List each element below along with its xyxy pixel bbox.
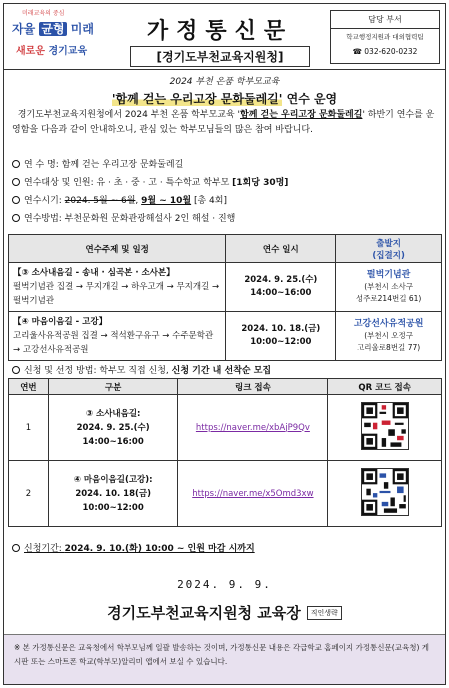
course-time: 10:00~12:00 [250, 337, 312, 347]
session-name: ④ 마음이음길(고강): [73, 474, 153, 485]
office-name: [경기도부천교육지원청] [130, 46, 310, 67]
logo-word-1: 자율 [12, 22, 36, 36]
qr-code-icon[interactable] [361, 402, 409, 450]
table-row [9, 395, 442, 461]
table-row: 【③ 소사내음길 - 송내 · 심곡본 · 소사본】 펄벅기념관 집결 → 무지개길 → 하우고개 → 무지개길 → 펄벅기념관 2024. 9. 25.(수) 14:00~16:00 펄벅기념관 (부천시 소사구 성주로214번길 61) [9, 263, 442, 312]
course-title: 【④ 마음이음길 - 고강】 [13, 317, 108, 327]
signup-link[interactable]: https://naver.me/x5Omd3xw [192, 488, 314, 499]
logo-word-2: 균형 [41, 22, 65, 36]
header [4, 4, 445, 70]
course-date: 2024. 9. 25.(수) [244, 275, 318, 285]
link-table [8, 378, 442, 527]
circle-bullet-icon [12, 160, 20, 168]
circle-bullet-icon [12, 214, 20, 222]
course-date: 2024. 10. 18.(금) [241, 324, 321, 334]
headline-quote: '함께 걷는 우리고장 문화둘레길' [111, 92, 283, 106]
course-title: 【③ 소사내음길 - 송내 · 심곡본 · 소사본】 [13, 268, 175, 278]
gyeonggi-education-logo [8, 8, 100, 66]
issue-date: 2024. 9. 9. [177, 578, 272, 591]
dept-label: 담당 부서 [331, 11, 439, 29]
col-header-qr: QR 코드 접속 [328, 379, 442, 395]
signature: 경기도부천교육지원청 교육장 [107, 604, 301, 622]
qr-code-icon[interactable] [361, 468, 409, 516]
row-number: 2 [9, 461, 49, 527]
table-row: 【④ 마음이음길 - 고강】 고리울사유적공원 집결 → 적석환구유구 → 수주문학관 → 고강선사유적공원 2024. 10. 18.(금) 10:00~12:00 고강선사유적공원 (부천시 오정구 고리울로8번길 77) [9, 312, 442, 361]
logo-sub-2: 경기교육 [48, 46, 88, 57]
circle-bullet-icon [12, 196, 20, 204]
signup-link[interactable]: https://naver.me/xbAjP9Qv [195, 422, 310, 433]
info-bullets [12, 156, 440, 228]
course-table [8, 234, 442, 361]
circle-bullet-icon [12, 366, 20, 374]
page-title: 가정통신문 [146, 19, 294, 44]
title-box [130, 8, 310, 66]
session-date: 2024. 10. 18(금) [75, 488, 151, 499]
bullet-target: 연수대상 및 인원: 유 · 초 · 중 · 고 · 특수학교 학부모 [1회당 30명] [12, 174, 440, 192]
dept-phone: ☎ 032-620-0232 [352, 47, 418, 56]
col-header-datetime: 연수 일시 [226, 235, 336, 263]
circle-bullet-icon [12, 178, 20, 186]
signature-line [4, 602, 445, 623]
bullet-course-name: 연 수 명: 함께 걷는 우리고장 문화둘레길 [12, 156, 440, 174]
seal-omitted-stamp: 직인생략 [307, 606, 342, 620]
course-route: 고리울사유적공원 집결 → 적석환구유구 → 수주문학관 → 고강선사유적공원 [13, 331, 214, 355]
apply-method: 신청 및 선정 방법: 학부모 직접 신청, 신청 기간 내 선착순 모집 [12, 363, 440, 376]
bullet-method: 연수방법: 부천문화원 문화관광해설사 2인 해설 · 진행 [12, 210, 440, 228]
meeting-place: 고강선사유적공원 [353, 319, 424, 329]
session-date: 2024. 9. 25.(수) [76, 422, 150, 433]
col-header-link: 링크 접속 [178, 379, 328, 395]
session-time: 14:00~16:00 [82, 436, 144, 447]
apply-deadline: 신청기간: 2024. 9. 10.(화) 10:00 ~ 인원 마감 시까지 [12, 541, 440, 554]
col-header-session: 구분 [48, 379, 178, 395]
intro-bold: 함께 걷는 우리고장 문화둘레길 [240, 110, 363, 120]
circle-bullet-icon [12, 544, 20, 552]
table-row [9, 461, 442, 527]
headline [4, 90, 445, 107]
course-time: 14:00~16:00 [250, 288, 312, 298]
bullet-period: 연수시기: 2024. 5월 ~ 6월, 9월 ~ 10월 [총 4회] [12, 192, 440, 210]
intro-paragraph: 경기도부천교육지원청에서 2024 부천 온품 학부모교육 '함께 걷는 우리고장 문화둘레길' 하반기 연수를 운영함을 다음과 같이 안내하오니, 관심 있는 학부모님들의 많은 참여 바랍니다. [12, 110, 435, 135]
row-number: 1 [9, 395, 49, 461]
footer-note: ※ 본 가정통신문은 교육청에서 학부모님께 일괄 발송하는 것이며, 가정통신문 내용은 각급학교 홈페이지 가정통신문(교육청) 게시판 또는 스마트폰 학교(학부모)알리미 앱에서 보실 수 있습니다. [4, 634, 445, 684]
headline-tail: 연수 운영 [282, 92, 338, 106]
meeting-place: 펄벅기념관 [366, 270, 411, 280]
newsletter-page [3, 3, 446, 685]
dept-name: 학교행정지원과 대외협력팀 [346, 33, 424, 41]
session-time: 10:00~12:00 [82, 502, 144, 513]
col-header-topic: 연수주제 및 일정 [9, 235, 226, 263]
department-box [330, 10, 440, 64]
col-header-no: 연번 [9, 379, 49, 395]
col-header-meeting-point: 출발지 (집결지) [336, 235, 442, 263]
session-name: ③ 소사내음길: [85, 408, 141, 419]
year-line: 2024 부천 온품 학부모교육 [169, 77, 280, 87]
logo-word-3: 미래 [70, 22, 94, 36]
logo-sub-1: 새로운 [16, 46, 45, 57]
logo-tagline: 미래교육의 중심 [22, 10, 65, 17]
course-route: 펄벅기념관 집결 → 무지개길 → 하우고개 → 무지개길 → 펄벅기념관 [13, 282, 220, 306]
